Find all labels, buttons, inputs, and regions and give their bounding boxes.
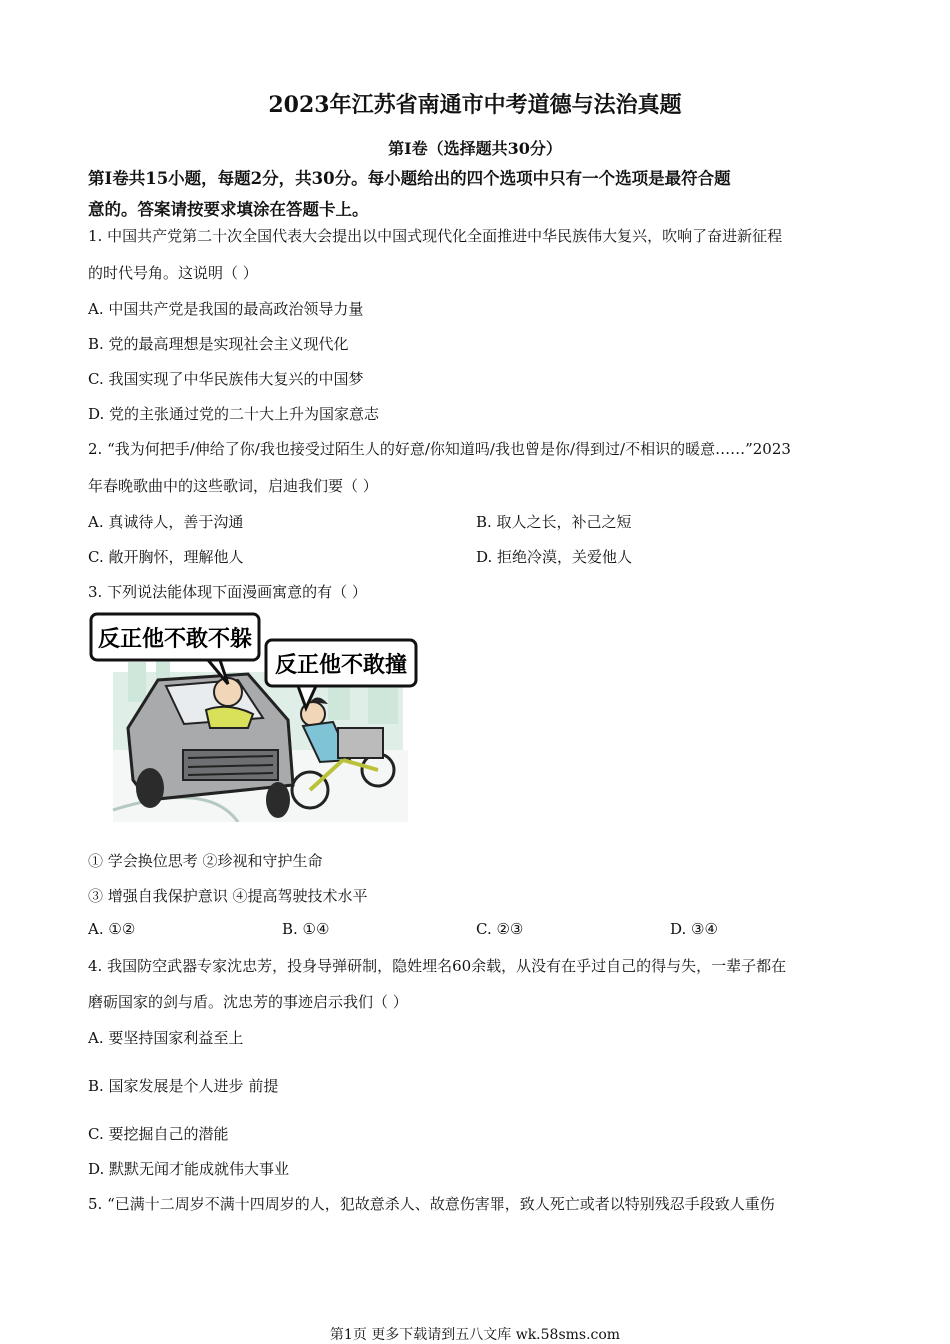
- q4-option-c: C. 要挖掘自己的潜能: [88, 1125, 229, 1143]
- q2-option-d: D. 拒绝冷漠，关爱他人: [476, 548, 633, 566]
- q3-stem: 3. 下列说法能体现下面漫画寓意的有（ ）: [88, 583, 367, 601]
- q1-stem-line-1: 1. 中国共产党第二十次全国代表大会提出以中国式现代化全面推进中华民族伟大复兴，吹响了奋进新征程: [88, 227, 783, 245]
- cartoon-illustration: [88, 610, 420, 822]
- q3-statements-line-1: ① 学会换位思考 ②珍视和守护生命: [88, 852, 323, 870]
- q2-option-c: C. 敞开胸怀，理解他人: [88, 548, 244, 566]
- q5-stem-line-1: 5. “已满十二周岁不满十四周岁的人，犯故意杀人、故意伤害罪，致人死亡或者以特别残忍手段致人重伤: [88, 1195, 775, 1213]
- q1-option-b: B. 党的最高理想是实现社会主义现代化: [88, 335, 349, 353]
- q1-stem-line-2: 的时代号角。这说明（ ）: [88, 264, 258, 282]
- q2-stem-line-2: 年春晚歌曲中的这些歌词，启迪我们要（ ）: [88, 477, 378, 495]
- q4-option-b: B. 国家发展是个人进步 前提: [88, 1077, 279, 1095]
- q2-option-a: A. 真诚待人，善于沟通: [88, 513, 244, 531]
- q4-option-a: A. 要坚持国家利益至上: [88, 1029, 244, 1047]
- q1-option-a: A. 中国共产党是我国的最高政治领导力量: [88, 300, 364, 318]
- q1-option-d: D. 党的主张通过党的二十大上升为国家意志: [88, 405, 380, 423]
- q1-option-c: C. 我国实现了中华民族伟大复兴的中国梦: [88, 370, 364, 388]
- q4-stem-line-1: 4. 我国防空武器专家沈忠芳，投身导弹研制，隐姓埋名60余载，从没有在乎过自己的得与失，一辈子都在: [88, 957, 787, 975]
- exam-title: 2023年江苏省南通市中考道德与法治真题: [268, 92, 682, 118]
- q3-option-d: D. ③④: [670, 920, 718, 938]
- q3-option-a: A. ①②: [88, 920, 136, 938]
- q3-option-b: B. ①④: [282, 920, 330, 938]
- part-heading: 第Ⅰ卷（选择题共30分）: [388, 139, 562, 158]
- q3-statements-line-2: ③ 增强自我保护意识 ④提高驾驶技术水平: [88, 887, 368, 905]
- q2-stem-line-1: 2. “我为何把手/伸给了你/我也接受过陌生人的好意/你知道吗/我也曾是你/得到过/不相识的暖意……”2023: [88, 440, 791, 458]
- q3-option-c: C. ②③: [476, 920, 524, 938]
- cartoon-bubble-right: 反正他不敢撞: [274, 653, 408, 678]
- q4-stem-line-2: 磨砺国家的剑与盾。沈忠芳的事迹启示我们（ ）: [88, 993, 408, 1011]
- cartoon-bubble-left: 反正他不敢不躲: [97, 627, 253, 652]
- instruction-line-1: 第Ⅰ卷共15小题，每题2分，共30分。每小题给出的四个选项中只有一个选项是最符合题: [88, 169, 731, 188]
- page-footer: 第1页 更多下载请到五八文库 wk.58sms.com: [329, 1327, 621, 1343]
- q4-option-d: D. 默默无闻才能成就伟大事业: [88, 1160, 290, 1178]
- instruction-line-2: 意的。答案请按要求填涂在答题卡上。: [88, 200, 369, 219]
- q2-option-b: B. 取人之长，补己之短: [476, 513, 632, 531]
